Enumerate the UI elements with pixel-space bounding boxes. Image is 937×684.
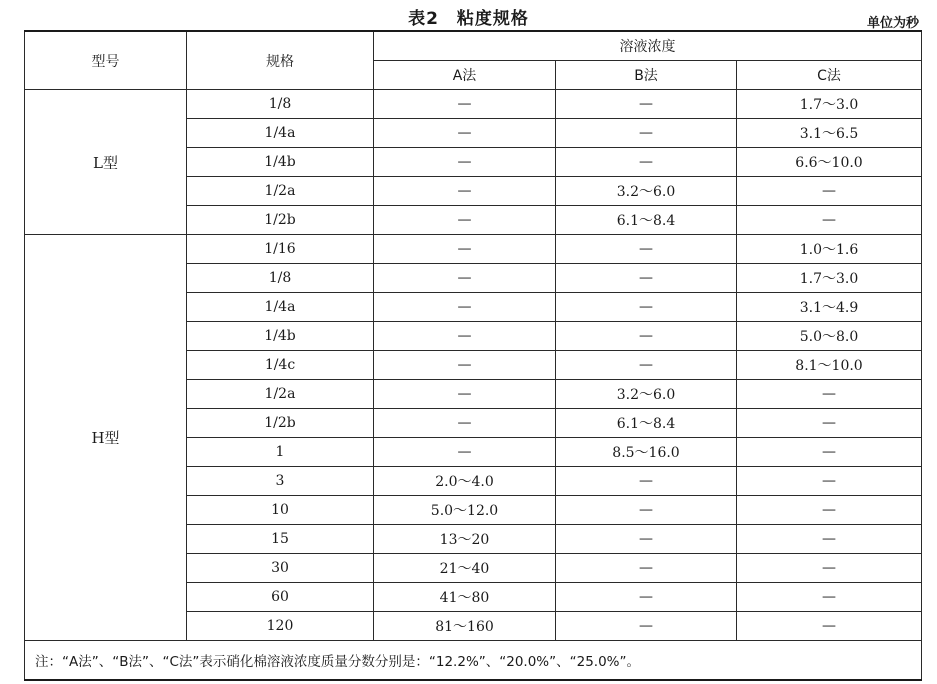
method-b-cell: — [556,496,737,525]
method-b-cell: — [556,293,737,322]
spec-cell: 60 [187,583,374,612]
table-header [25,31,922,90]
header-method-c: C法 [737,61,922,90]
table-row [25,90,922,119]
header-concentration: 溶液浓度 [374,31,922,61]
method-a-cell: 81～160 [374,612,556,641]
spec-cell: 3 [187,467,374,496]
method-c-cell: — [737,525,922,554]
spec-cell: 30 [187,554,374,583]
method-a-cell: — [374,90,556,119]
method-b-cell: — [556,525,737,554]
spec-cell: 1/2a [187,177,374,206]
method-b-cell: — [556,148,737,177]
type-cell: H型 [25,235,187,641]
method-c-cell: 5.0～8.0 [737,322,922,351]
method-a-cell: 41～80 [374,583,556,612]
method-a-cell: — [374,235,556,264]
method-c-cell: — [737,206,922,235]
method-a-cell: 5.0～12.0 [374,496,556,525]
spec-cell: 1/4a [187,119,374,148]
method-a-cell: 21～40 [374,554,556,583]
method-c-cell: — [737,177,922,206]
table-row [25,235,922,264]
spec-cell: 1/4a [187,293,374,322]
method-b-cell: — [556,351,737,380]
method-c-cell: — [737,583,922,612]
header-method-a: A法 [374,61,556,90]
method-a-cell: — [374,380,556,409]
spec-cell: 120 [187,612,374,641]
method-a-cell: — [374,119,556,148]
method-b-cell: 3.2～6.0 [556,380,737,409]
method-a-cell: — [374,264,556,293]
method-c-cell: 1.7～3.0 [737,90,922,119]
spec-cell: 1/2b [187,206,374,235]
method-b-cell: 6.1～8.4 [556,206,737,235]
method-c-cell: 3.1～6.5 [737,119,922,148]
table-note: 注：“A法”、“B法”、“C法”表示硝化棉溶液浓度质量分数分别是：“12.2%”、“20.0%”、“25.0%”。 [25,641,922,681]
spec-cell: 1/2a [187,380,374,409]
method-c-cell: — [737,438,922,467]
spec-cell: 1/4b [187,322,374,351]
method-a-cell: — [374,293,556,322]
spec-cell: 10 [187,496,374,525]
method-b-cell: 6.1～8.4 [556,409,737,438]
spec-cell: 15 [187,525,374,554]
method-c-cell: 6.6～10.0 [737,148,922,177]
method-c-cell: — [737,554,922,583]
method-b-cell: — [556,612,737,641]
method-a-cell: — [374,438,556,467]
method-c-cell: 1.0～1.6 [737,235,922,264]
method-b-cell: — [556,90,737,119]
unit-label: 单位为秒 [866,16,919,31]
spec-cell: 1/8 [187,90,374,119]
method-a-cell: 2.0～4.0 [374,467,556,496]
spec-cell: 1/2b [187,409,374,438]
method-c-cell: — [737,467,922,496]
spec-cell: 1/4b [187,148,374,177]
method-a-cell: — [374,322,556,351]
method-b-cell: 3.2～6.0 [556,177,737,206]
method-b-cell: — [556,264,737,293]
method-a-cell: 13～20 [374,525,556,554]
header-type: 型号 [25,31,187,90]
method-c-cell: — [737,380,922,409]
method-c-cell: — [737,496,922,525]
method-c-cell: 8.1～10.0 [737,351,922,380]
method-b-cell: — [556,467,737,496]
method-b-cell: 8.5～16.0 [556,438,737,467]
table-body [25,90,922,641]
method-c-cell: 3.1～4.9 [737,293,922,322]
method-a-cell: — [374,177,556,206]
method-a-cell: — [374,409,556,438]
viscosity-spec-table [24,30,922,681]
type-cell: L型 [25,90,187,235]
table-title: 表2 粘度规格 [408,9,529,29]
method-b-cell: — [556,322,737,351]
method-c-cell: 1.7～3.0 [737,264,922,293]
method-c-cell: — [737,409,922,438]
method-c-cell: — [737,612,922,641]
header-spec: 规格 [187,31,374,90]
method-a-cell: — [374,351,556,380]
spec-cell: 1/4c [187,351,374,380]
header-method-b: B法 [556,61,737,90]
method-b-cell: — [556,583,737,612]
spec-cell: 1 [187,438,374,467]
method-a-cell: — [374,148,556,177]
method-a-cell: — [374,206,556,235]
spec-cell: 1/16 [187,235,374,264]
method-b-cell: — [556,554,737,583]
method-b-cell: — [556,235,737,264]
method-b-cell: — [556,119,737,148]
spec-cell: 1/8 [187,264,374,293]
